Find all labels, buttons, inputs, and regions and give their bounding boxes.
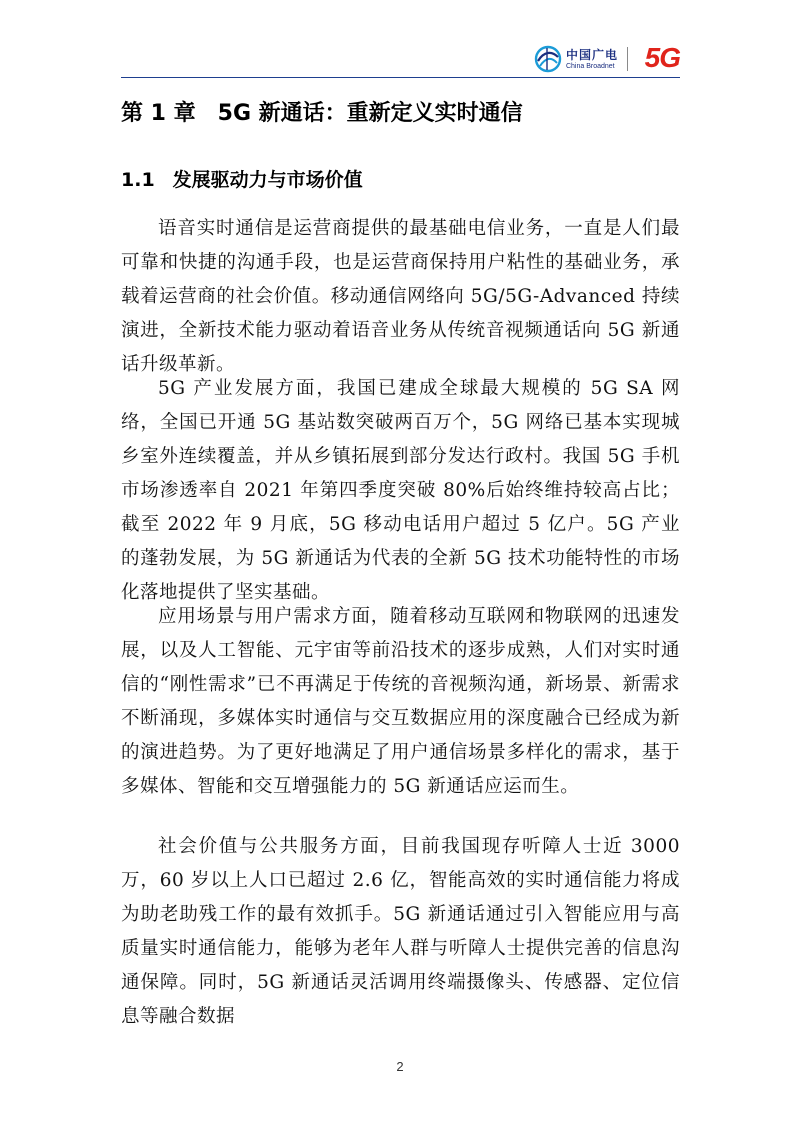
chapter-title <box>121 96 523 127</box>
brand-name-zh: 中国广电 <box>565 47 618 62</box>
page-header <box>121 40 680 78</box>
logo-divider <box>627 47 628 71</box>
china-broadnet-logo <box>534 44 618 74</box>
section-number: 1.1 <box>121 169 155 191</box>
paragraph-voice-communication: 语音实时通信是运营商提供的最基础电信业务，一直是人们最可靠和快捷的沟通手段，也是运营商保持用户粘性的基础业务，承载着运营商的社会价值。移动通信网络向 5G/5G-Advanced 持续演进，全新技术能力驱动着语音业务从传统音视频通话向 5G 新通话升级革新。 <box>121 218 680 375</box>
paragraph-social-value: 社会价值与公共服务方面，目前我国现存听障人士近 3000 万，60 岁以上人口已超过 2.6 亿，智能高效的实时通信能力将成为助老助残工作的最有效抓手。5G 新通话通过引入智能应用与高质量实时通信能力，能够为老年人群与听障人士提供完善的信息沟通保障。同时，5G 新通话灵活调用终端摄像头、传感器、定位信息等融合数据 <box>121 836 680 1027</box>
header-rule <box>121 77 680 78</box>
section-title-text: 发展驱动力与市场价值 <box>172 169 363 191</box>
chapter-title-text: 5G 新通话：重新定义实时通信 <box>217 101 523 126</box>
chapter-number: 第 1 章 <box>121 101 196 126</box>
section-title <box>121 165 363 192</box>
paragraph-user-demand: 应用场景与用户需求方面，随着移动互联网和物联网的迅速发展，以及人工智能、元宇宙等前沿技术的逐步成熟，人们对实时通信的“刚性需求”已不再满足于传统的音视频沟通，新场景、新需求不断涌现，多媒体实时通信与交互数据应用的深度融合已经成为新的演进趋势。为了更好地满足了用户通信场景多样化的需求，基于多媒体、智能和交互增强能力的 5G 新通话应运而生。 <box>121 606 680 797</box>
page-number: 2 <box>396 1059 404 1074</box>
paragraph-industry-development: 5G 产业发展方面，我国已建成全球最大规模的 5G SA 网络，全国已开通 5G 基站数突破两百万个，5G 网络已基本实现城乡室外连续覆盖，并从乡镇拓展到部分发达行政村。我国 5G 手机市场渗透率自 2021 年第四季度突破 80%后始终维持较高占比；截至 2022 年 9 月底，5G 移动电话用户超过 5 亿户。5G 产业的蓬勃发展，为 5G 新通话为代表的全新 5G 技术功能特性的市场化落地提供了坚实基础。 <box>121 378 680 603</box>
brand-name-en: China Broadnet <box>565 62 615 70</box>
5g-badge: 5G <box>644 42 680 73</box>
china-broadnet-emblem-icon <box>534 45 562 73</box>
